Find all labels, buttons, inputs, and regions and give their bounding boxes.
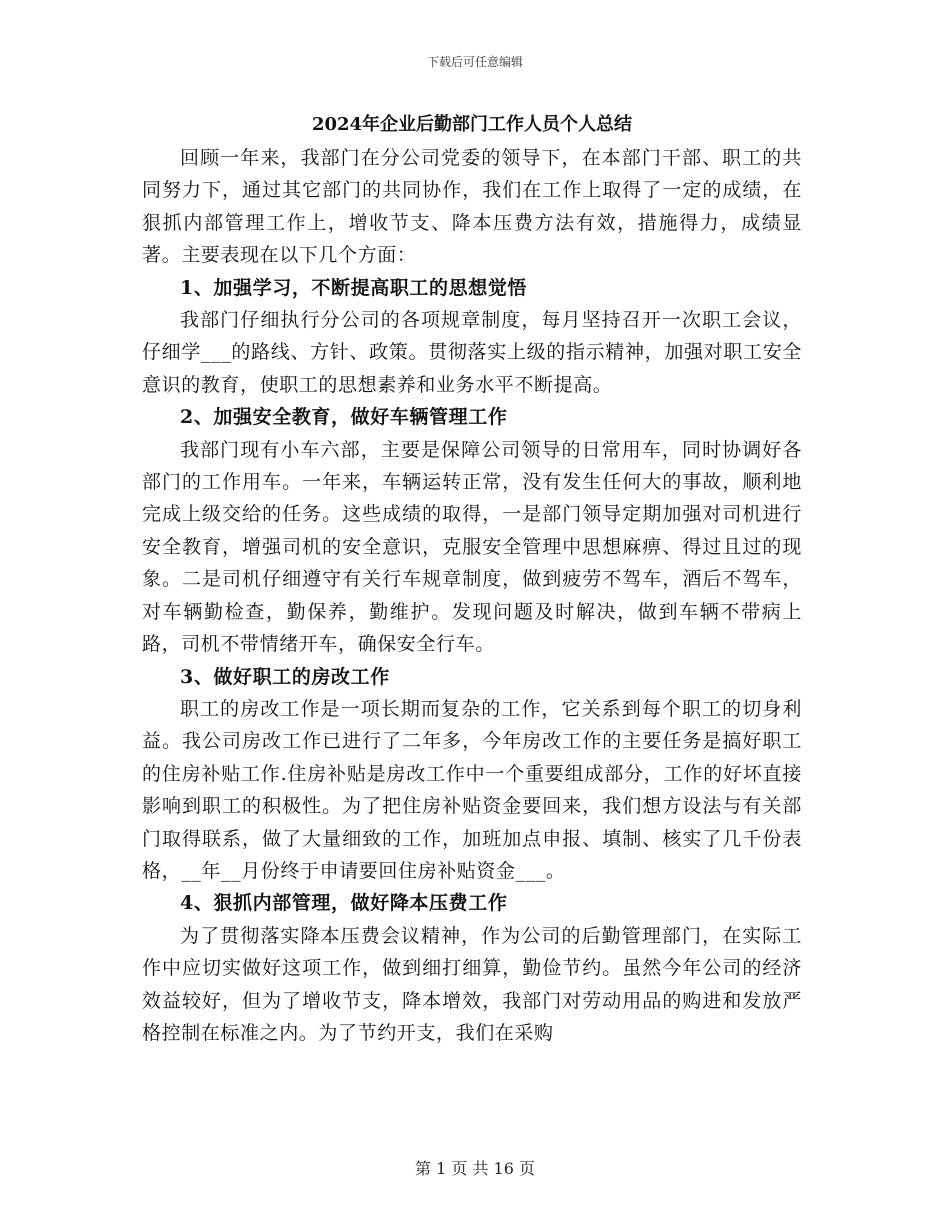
document-title: 2024年企业后勤部门工作人员个人总结 bbox=[311, 114, 633, 135]
document-body bbox=[142, 112, 802, 1049]
intro-paragraph: 回顾一年来，我部门在分公司党委的领导下，在本部门干部、职工的共同努力下，通过其它部门的共同协作，我们在工作上取得了一定的成绩，在狠抓内部管理工作上，增收节支、降本压费方法有效，措施得力，成绩显著。主要表现在以下几个方面： bbox=[142, 147, 802, 267]
section-paragraph: 我部门现有小车六部，主要是保障公司领导的日常用车，同时协调好各部门的工作用车。一年来，车辆运转正常，没有发生任何大的事故，顺利地完成上级交给的任务。这些成绩的取得，一是部门领导定期加强对司机进行安全教育，增强司机的安全意识，克服安全管理中思想麻痹、得过且过的现象。二是司机仔细遵守有关行车规章制度，做到疲劳不驾车，酒后不驾车，对车辆勤检查，勤保养，勤维护。发现问题及时解决，做到车辆不带病上路，司机不带情绪开车，确保安全行车。 bbox=[142, 438, 802, 656]
section-paragraph: 职工的房改工作是一项长期而复杂的工作，它关系到每个职工的切身利益。我公司房改工作已进行了二年多，今年房改工作的主要任务是搞好职工的住房补贴工作.住房补贴是房改工作中一个重要组成部分，工作的好坏直接影响到职工的积极性。为了把住房补贴资金要回来，我们想方设法与有关部门取得联系，做了大量细致的工作，加班加点申报、填制、核实了几千份表格，__年__月份终于申请要回住房补贴资金___。 bbox=[142, 697, 802, 882]
section-paragraph: 我部门仔细执行分公司的各项规章制度，每月坚持召开一次职工会议，仔细学___的路线、方针、政策。贯彻落实上级的指示精神，加强对职工安全意识的教育，使职工的思想素养和业务水平不断提高。 bbox=[142, 309, 802, 396]
section-heading: 2、加强安全教育，做好车辆管理工作 bbox=[180, 406, 508, 429]
section-paragraph: 为了贯彻落实降本压费会议精神，作为公司的后勤管理部门，在实际工作中应切实做好这项工作，做到细打细算，勤俭节约。虽然今年公司的经济效益较好，但为了增收节支，降本增效，我部门对劳动用品的购进和发放严格控制在标准之内。为了节约开支，我们在采购 bbox=[142, 924, 802, 1044]
section-heading: 4、狠抓内部管理，做好降本压费工作 bbox=[180, 892, 508, 915]
section-heading: 3、做好职工的房改工作 bbox=[180, 665, 390, 688]
page-number: 第 1 页 共 16 页 bbox=[415, 1159, 535, 1178]
page-header-note: 下载后可任意编辑 bbox=[426, 55, 523, 69]
section-heading: 1、加强学习，不断提高职工的思想觉悟 bbox=[180, 276, 528, 299]
